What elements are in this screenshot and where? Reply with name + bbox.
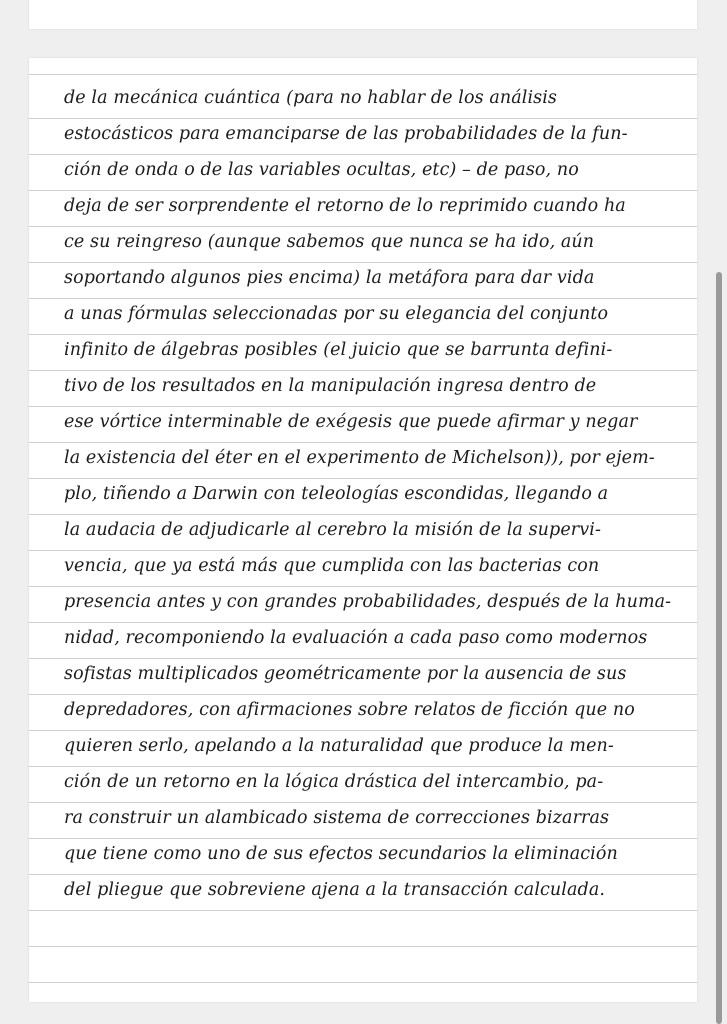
text-line: ción de onda o de las variables ocultas, etc) – de paso, no	[64, 160, 579, 180]
text-line: ra construir un alambicado sistema de correcciones bizarras	[64, 808, 610, 828]
text-line: a unas fórmulas seleccionadas por su elegancia del conjunto	[64, 304, 609, 324]
text-line: deja de ser sorprendente el retorno de lo reprimido cuando ha	[64, 196, 626, 216]
text-line: vencia, que ya está más que cumplida con las bacterias con	[64, 556, 600, 576]
current-page	[29, 58, 697, 1002]
text-line: del pliegue que sobreviene ajena a la transacción calculada.	[64, 880, 606, 900]
handwritten-text	[64, 80, 684, 908]
text-line: sofistas multiplicados geométricamente por la ausencia de sus	[64, 664, 627, 684]
previous-page	[29, 0, 697, 29]
text-line: ese vórtice interminable de exégesis que puede afirmar y negar	[64, 412, 638, 432]
text-line: nidad, recomponiendo la evaluación a cada paso como modernos	[64, 628, 648, 648]
scrollbar-thumb[interactable]	[716, 272, 722, 1024]
text-line: soportando algunos pies encima) la metáfora para dar vida	[64, 268, 595, 288]
text-line: infinito de álgebras posibles (el juicio que se barrunta defini-	[64, 340, 613, 360]
text-line: de la mecánica cuántica (para no hablar de los análisis	[64, 88, 558, 108]
text-line: tivo de los resultados en la manipulación ingresa dentro de	[64, 376, 597, 396]
text-line: estocásticos para emanciparse de las probabilidades de la fun-	[64, 124, 628, 144]
text-line: quieren serlo, apelando a la naturalidad que produce la men-	[64, 736, 614, 756]
text-line: plo, tiñendo a Darwin con teleologías escondidas, llegando a	[64, 484, 609, 504]
text-line: depredadores, con afirmaciones sobre relatos de ficción que no	[64, 700, 635, 720]
text-line: presencia antes y con grandes probabilidades, después de la huma-	[64, 592, 672, 612]
text-line: ce su reingreso (aunque sabemos que nunca se ha ido, aún	[64, 232, 595, 252]
text-line: que tiene como uno de sus efectos secundarios la eliminación	[64, 844, 618, 864]
text-line: la existencia del éter en el experimento de Michelson)), por ejem-	[64, 448, 655, 468]
text-line: ción de un retorno en la lógica drástica del intercambio, pa-	[64, 772, 604, 792]
text-line: la audacia de adjudicarle al cerebro la misión de la supervi-	[64, 520, 601, 540]
